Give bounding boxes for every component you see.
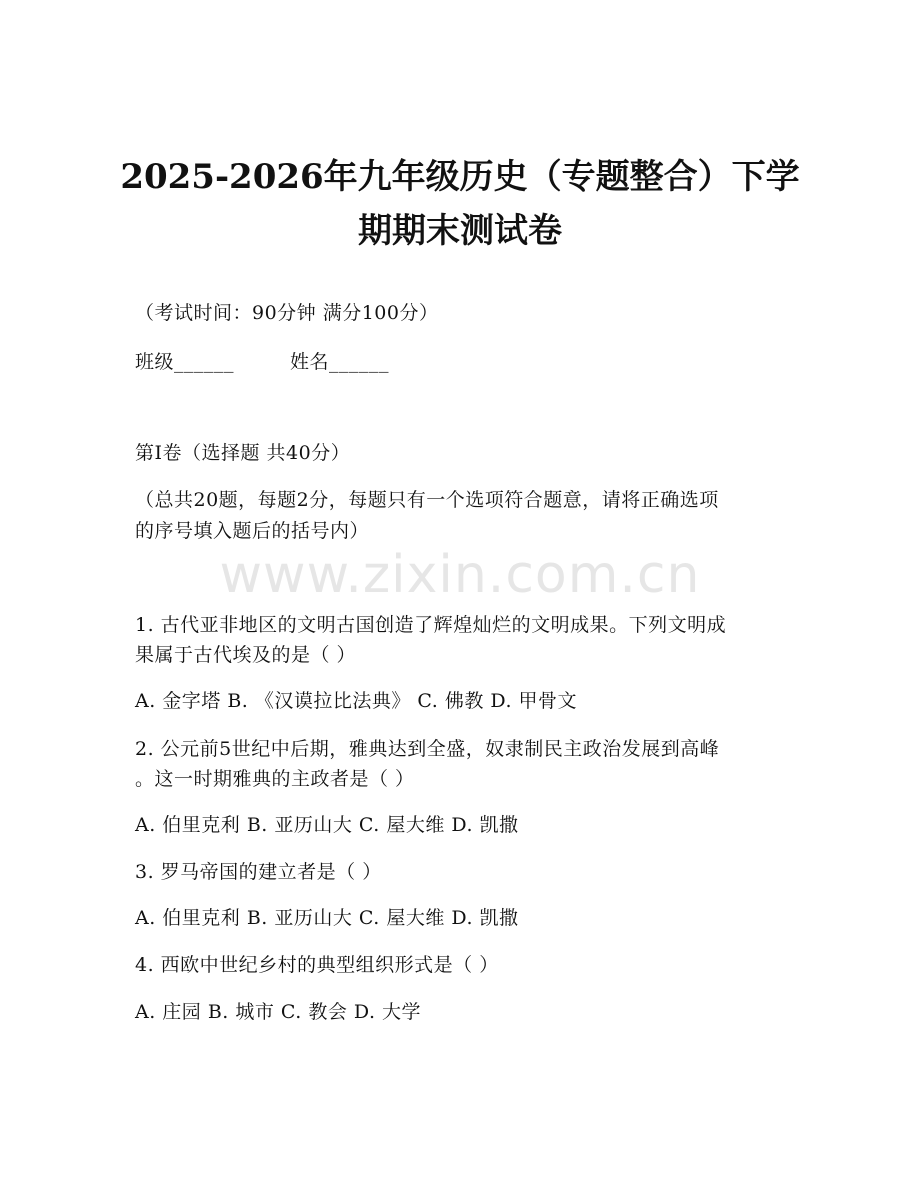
- student-info-row: [135, 347, 389, 377]
- question-4-stem: 4. 西欧中世纪乡村的典型组织形式是（ ）: [135, 954, 499, 976]
- name-label: 姓名______: [290, 351, 390, 373]
- title-line-1: 2025-2026年九年级历史（专题整合）下学: [120, 157, 800, 197]
- question-2-options: A. 伯里克利 B. 亚历山大 C. 屋大维 D. 凯撒: [135, 814, 519, 836]
- question-1-options: A. 金字塔 B. 《汉谟拉比法典》 C. 佛教 D. 甲骨文: [135, 690, 578, 712]
- exam-info: （考试时间：90分钟 满分100分）: [135, 302, 439, 324]
- section-note-line-2: 的序号填入题后的括号内）: [135, 520, 370, 542]
- question-1-stem-line-1: 1. 古代亚非地区的文明古国创造了辉煌灿烂的文明成果。下列文明成: [135, 614, 727, 636]
- watermark: www.zixin.com.cn: [219, 545, 701, 605]
- section-title: 第I卷（选择题 共40分）: [135, 442, 351, 464]
- question-1-stem-line-2: 果属于古代埃及的是（ ）: [135, 644, 357, 666]
- question-2-stem-line-1: 2. 公元前5世纪中后期，雅典达到全盛，奴隶制民主政治发展到高峰: [135, 738, 720, 760]
- page-title: [0, 150, 920, 258]
- class-label: 班级______: [135, 351, 235, 373]
- question-3-stem: 3. 罗马帝国的建立者是（ ）: [135, 861, 382, 883]
- question-2-stem-line-2: 。这一时期雅典的主政者是（ ）: [135, 768, 415, 790]
- title-line-2: 期期末测试卷: [358, 211, 562, 251]
- section-note-line-1: （总共20题，每题2分，每题只有一个选项符合题意，请将正确选项: [135, 489, 719, 511]
- question-3-options: A. 伯里克利 B. 亚历山大 C. 屋大维 D. 凯撒: [135, 907, 519, 929]
- question-4-options: A. 庄园 B. 城市 C. 教会 D. 大学: [135, 1001, 422, 1023]
